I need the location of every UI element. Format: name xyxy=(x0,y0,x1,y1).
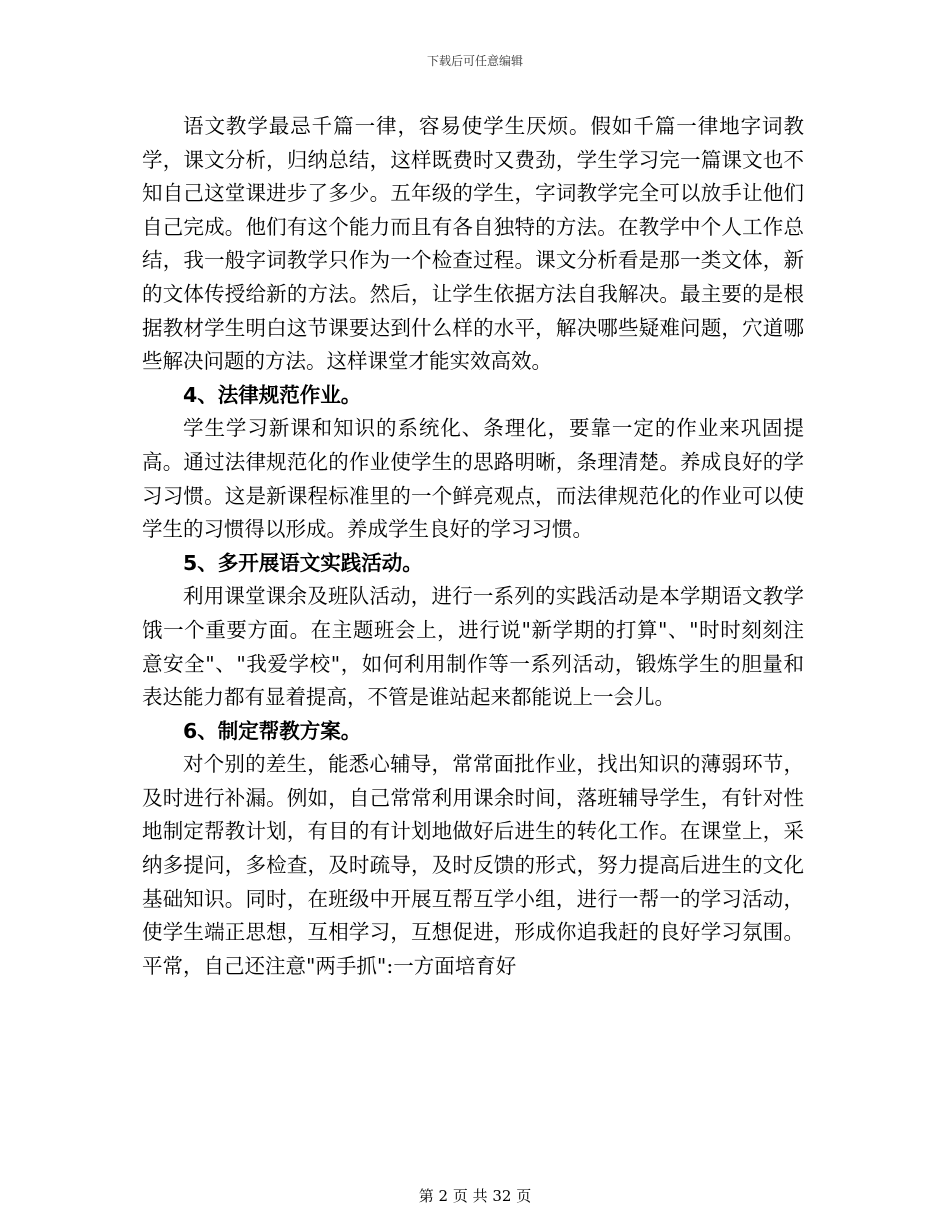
section-heading-6: 6、制定帮教方案。 xyxy=(183,718,362,743)
section-heading-4: 4、法律规范作业。 xyxy=(183,382,362,407)
page-header: 下载后可任意编辑 xyxy=(426,54,523,68)
paragraph-teaching-method: 语文教学最忌千篇一律，容易使学生厌烦。假如千篇一律地字词教学，课文分析，归纳总结，这样既费时又费劲，学生学习完一篇课文也不知自己这堂课进步了多少。五年级的学生，字词教学完全可以放手让他们自己完成。他们有这个能力而且有各自独特的方法。在教学中个人工作总结，我一般字词教学只作为一个检查过程。课文分析看是那一类文体，新的文体传授给新的方法。然后，让学生依据方法自我解决。最主要的是根据教材学生明白这节课要达到什么样的水平，解决哪些疑难问题，穴道哪些解决问题的方法。这样课堂才能实效高效。 xyxy=(142,114,804,374)
section-heading-5: 5、多开展语文实践活动。 xyxy=(183,550,423,575)
paragraph-tutoring-plan: 对个别的差生，能悉心辅导，常常面批作业，找出知识的薄弱环节，及时进行补漏。例如，自己常常利用课余时间，落班辅导学生，有针对性地制定帮教计划，有目的有计划地做好后进生的转化工作。在课堂上，采纳多提问，多检查，及时疏导，及时反馈的形式，努力提高后进生的文化基础知识。同时，在班级中开展互帮互学小组，进行一帮一的学习活动，使学生端正思想，互相学习，互想促进，形成你追我赶的良好学习氛围。平常，自己还注意"两手抓":一方面培育好 xyxy=(142,752,804,978)
paragraph-practice-activities: 利用课堂课余及班队活动，进行一系列的实践活动是本学期语文教学饿一个重要方面。在主题班会上，进行说"新学期的打算"、"时时刻刻注意安全"、"我爱学校"，如何利用制作等一系列活动，锻炼学生的胆量和表达能力都有显着提高，不管是谁站起来都能说上一会儿。 xyxy=(142,584,804,710)
document-body xyxy=(142,110,804,983)
paragraph-homework: 学生学习新课和知识的系统化、条理化，要靠一定的作业来巩固提高。通过法律规范化的作业使学生的思路明晰，条理清楚。养成良好的学习习惯。这是新课程标准里的一个鲜亮观点，而法律规范化的作业可以使学生的习惯得以形成。养成学生良好的学习习惯。 xyxy=(142,416,804,542)
page-footer: 第 2 页 共 32 页 xyxy=(418,1187,532,1205)
